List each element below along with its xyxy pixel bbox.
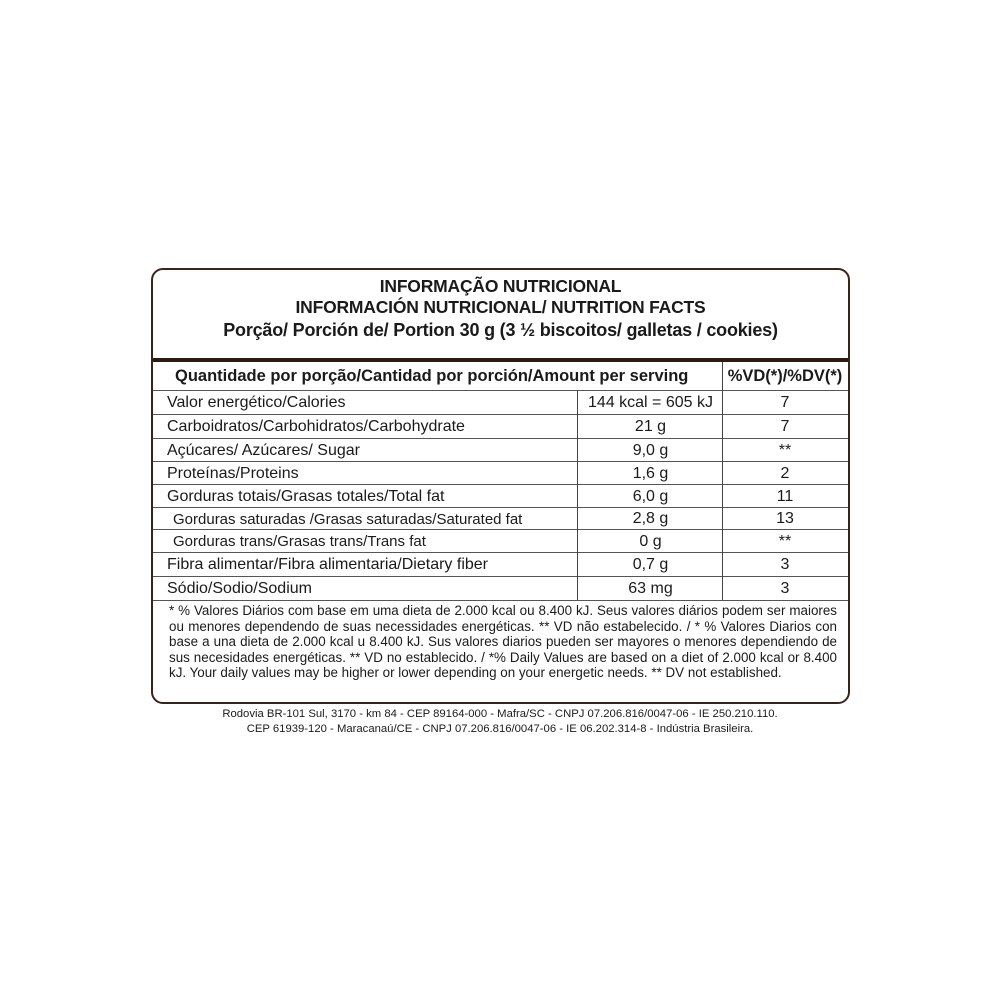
dv-column-header: %VD(*)/%DV(*) xyxy=(727,366,843,385)
table-header-row xyxy=(153,362,848,390)
nutrient-dv: 2 xyxy=(780,464,790,482)
label-header xyxy=(153,270,848,362)
nutrient-dv: ** xyxy=(778,441,792,459)
table-row xyxy=(153,507,848,530)
nutrient-dv: 13 xyxy=(776,510,794,527)
nutrition-label xyxy=(151,268,850,704)
nutrient-amount: 6,0 g xyxy=(632,487,669,505)
daily-values-footnote: * % Valores Diários com base em uma dieta de 2.000 kcal ou 8.400 kJ. Seus valores diários podem ser maiores ou menores dependendo de suas necessidades energéticas. ** VD não estabelecido. / * % Valores Diarios con base a una dieta de 2.000 kcal u 8.400 kJ. Sus valores diarios pueden ser mayores o menores dependiendo de sus necesidades energéticas. ** VD no establecido. / *% Daily Values are based on a diet of 2.000 kcal or 8.400 kJ. Your daily values may be higher or lower depending on your energetic needs. ** DV not established. xyxy=(169,603,837,681)
table-row xyxy=(153,529,848,553)
column-divider-amount xyxy=(577,390,578,600)
nutrient-dv: 3 xyxy=(780,580,790,597)
nutrient-name: Gorduras trans/Grasas trans/Trans fat xyxy=(173,533,426,550)
title-spanish-english: INFORMACIÓN NUTRICIONAL/ NUTRITION FACTS xyxy=(295,297,706,317)
nutrient-dv: 7 xyxy=(780,418,790,435)
table-row xyxy=(153,552,848,577)
nutrient-amount: 21 g xyxy=(634,418,667,435)
nutrient-name: Gorduras totais/Grasas totales/Total fat xyxy=(167,487,445,505)
table-row xyxy=(153,438,848,462)
nutrient-name: Carboidratos/Carbohidratos/Carbohydrate xyxy=(167,418,465,435)
nutrient-name: Fibra alimentar/Fibra alimentaria/Dietary fiber xyxy=(167,556,488,573)
table-row xyxy=(153,576,848,601)
nutrient-name: Valor energético/Calories xyxy=(167,394,346,411)
table-row xyxy=(153,414,848,439)
nutrient-dv: ** xyxy=(778,532,792,550)
nutrient-amount: 0 g xyxy=(639,532,662,550)
nutrient-amount: 144 kcal = 605 kJ xyxy=(588,394,713,411)
column-divider-dv xyxy=(722,362,723,600)
table-row xyxy=(153,390,848,415)
nutrient-amount: 0,7 g xyxy=(632,556,669,573)
nutrient-amount: 2,8 g xyxy=(632,510,669,527)
nutrient-dv: 11 xyxy=(776,487,794,505)
table-row xyxy=(153,484,848,508)
nutrient-amount: 9,0 g xyxy=(632,441,669,459)
nutrient-name: Açúcares/ Azúcares/ Sugar xyxy=(167,441,360,459)
serving-size: Porção/ Porción de/ Portion 30 g (3 ½ biscoitos/ galletas / cookies) xyxy=(223,320,778,340)
quantity-column-header: Quantidade por porção/Cantidad por porción/Amount per serving xyxy=(175,366,689,385)
title-portuguese: INFORMAÇÃO NUTRICIONAL xyxy=(379,276,622,296)
nutrient-name: Sódio/Sodio/Sodium xyxy=(167,580,312,597)
table-row xyxy=(153,461,848,485)
nutrient-name: Proteínas/Proteins xyxy=(167,464,299,482)
nutrient-name: Gorduras saturadas /Grasas saturadas/Saturated fat xyxy=(173,510,523,528)
manufacturer-address-line1: Rodovia BR-101 Sul, 3170 - km 84 - CEP 89164-000 - Mafra/SC - CNPJ 07.206.816/0047-06 - IE 250.210.110. xyxy=(222,708,778,720)
nutrient-dv: 7 xyxy=(780,394,790,411)
nutrient-amount: 1,6 g xyxy=(632,464,669,482)
manufacturer-address-line2: CEP 61939-120 - Maracanaú/CE - CNPJ 07.206.816/0047-06 - IE 06.202.314-8 - Indústria Brasileira. xyxy=(246,723,754,735)
nutrient-dv: 3 xyxy=(780,556,790,573)
table-bottom-rule xyxy=(153,600,848,601)
nutrient-amount: 63 mg xyxy=(628,580,673,597)
